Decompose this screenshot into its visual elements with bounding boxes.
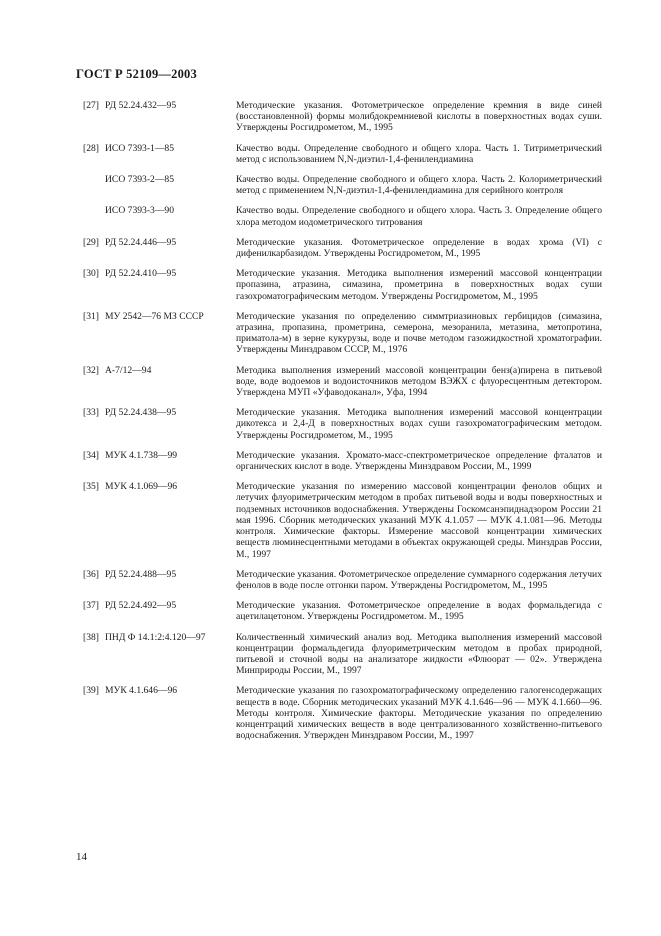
reference-item bbox=[0, 237, 661, 259]
reference-number: [34] bbox=[83, 449, 99, 461]
reference-text: Методические указания. Фотометрическое определение в водах формальдегида с ацетилацетоном. Утверждены Росгидрометом. М., 1995 bbox=[236, 600, 602, 623]
reference-code: РД 52.24.492—95 bbox=[105, 600, 177, 612]
reference-number: [30] bbox=[83, 268, 99, 280]
reference-text: Методические указания. Фотометрическое определение кремния в виде синей (восстановленной) формы молибдокремниевой кислоты в поверхностных водах суши. Утверждены Росгидрометом, М., 1995 bbox=[236, 100, 602, 134]
reference-number: [29] bbox=[83, 236, 99, 248]
reference-item bbox=[0, 685, 661, 741]
reference-text: Методические указания. Фотометрическое определение в водах хрома (VI) с дифенилкарбазидом. Утверждены Росгидрометом, М., 1995 bbox=[236, 236, 602, 260]
reference-code: МУК 4.1.738—99 bbox=[105, 449, 178, 461]
reference-item bbox=[0, 100, 661, 134]
reference-number: [36] bbox=[83, 568, 99, 580]
reference-id bbox=[83, 311, 235, 322]
reference-code: ПНД Ф 14.1:2:4.120—97 bbox=[105, 631, 206, 643]
reference-text: Методические указания по газохроматографическому определению галогенсодержащих веществ в воде. Сборник методических указаний МУК 4.1.646—96 — МУК 4.1.660—96. Методы контроля. Химические факторы. Методические указания по определению концентраций химических веществ в воде централизованного хозяйственно-питьевого водоснабжения. Утвержден Минздравом России, М., 1997 bbox=[236, 685, 602, 742]
reference-code: МУ 2542—76 МЗ СССР bbox=[105, 310, 204, 322]
reference-code: ИСО 7393-2—85 bbox=[105, 174, 175, 186]
reference-id bbox=[83, 569, 235, 580]
document-header: ГОСТ Р 52109—2003 bbox=[76, 67, 197, 81]
reference-id bbox=[83, 685, 235, 696]
reference-id bbox=[83, 632, 235, 643]
reference-item bbox=[0, 174, 661, 196]
reference-number: [31] bbox=[83, 310, 99, 322]
reference-item bbox=[0, 205, 661, 227]
reference-code: МУК 4.1.646—96 bbox=[105, 685, 178, 697]
reference-text: Методические указания. Фотометрическое определение суммарного содержания летучих фенолов в воде после отгонки паром. Утверждены Росгидрометом, М., 1995 bbox=[236, 568, 602, 591]
reference-id bbox=[83, 481, 235, 492]
reference-text: Методические указания по определению симмтриазиновых гербицидов (симазина, атразина, пропазина, прометрина, семерона, мезоранила, метазина, метопротина, приматола-м) в зерне кукурузы, воде и почве методом газожидкостной хроматографии. Утверждены Минздравом СССР, М., 1976 bbox=[236, 310, 602, 356]
reference-number: [27] bbox=[83, 100, 99, 111]
reference-number: [33] bbox=[83, 407, 99, 419]
reference-code: ИСО 7393-3—90 bbox=[105, 205, 175, 217]
reference-item bbox=[0, 481, 661, 559]
reference-id bbox=[83, 143, 235, 154]
reference-text: Качество воды. Определение свободного и общего хлора. Часть 3. Определение общего хлора методом иодометрического титрования bbox=[236, 205, 602, 228]
reference-number: [32] bbox=[83, 364, 99, 376]
reference-text: Качество воды. Определение свободного и общего хлора. Часть 2. Колориметрический метод с применением N,N-диэтил-1,4-фенилендиамина для серийного контроля bbox=[236, 174, 602, 197]
reference-text: Методика выполнения измерений массовой концентрации бенз(а)пирена в питьевой воде, воде водоемов и водоисточников методом ВЭЖХ с флуоресцентным детектором. Утверждена МУП «Уфаводоканал», Уфа, 1994 bbox=[236, 364, 602, 399]
reference-code: РД 52.24.432—95 bbox=[105, 100, 177, 111]
reference-id bbox=[83, 205, 235, 216]
reference-id bbox=[83, 407, 235, 418]
reference-text: Качество воды. Определение свободного и общего хлора. Часть 1. Титриметрический метод с использованием N,N-диэтил-1,4-фенилендиамина bbox=[236, 142, 602, 165]
reference-number: [35] bbox=[83, 481, 99, 493]
reference-id bbox=[83, 237, 235, 248]
reference-text: Методические указания. Методика выполнения измерений массовой концентрации пропазина, атразина, симазина, прометрина в поверхностных водах суши газохроматографическим методом. Утверждены Росгидрометом, М., 1995 bbox=[236, 268, 602, 302]
references-list bbox=[0, 100, 661, 750]
reference-item bbox=[0, 143, 661, 165]
reference-code: РД 52.24.446—95 bbox=[105, 236, 177, 248]
reference-item bbox=[0, 632, 661, 677]
reference-item bbox=[0, 600, 661, 622]
reference-number: [37] bbox=[83, 600, 99, 612]
reference-code: РД 52.24.438—95 bbox=[105, 407, 177, 419]
reference-id bbox=[83, 450, 235, 461]
reference-text: Методические указания. Хромато-масс-спектрометрическое определение фталатов и органических кислот в воде. Утверждены Минздравом России, М., 1999 bbox=[236, 449, 602, 473]
reference-number: [28] bbox=[83, 142, 99, 154]
reference-id bbox=[83, 600, 235, 611]
reference-code: А-7/12—94 bbox=[105, 364, 152, 376]
reference-item bbox=[0, 365, 661, 399]
reference-id bbox=[83, 174, 235, 185]
reference-text: Количественный химический анализ вод. Методика выполнения измерений массовой концентрации формальдегида флуориметрическим методом в пробах природной, питьевой и сточной воды на анализаторе жидкости «Флюорат — 02». Утверждена Минприроды России, М., 1997 bbox=[236, 631, 602, 677]
reference-number: [39] bbox=[83, 685, 99, 697]
reference-id bbox=[83, 268, 235, 279]
reference-id bbox=[83, 100, 235, 111]
reference-code: РД 52.24.410—95 bbox=[105, 268, 177, 280]
reference-number: [38] bbox=[83, 631, 99, 643]
reference-item bbox=[0, 268, 661, 302]
reference-id bbox=[83, 365, 235, 376]
reference-code: МУК 4.1.069—96 bbox=[105, 481, 178, 493]
reference-code: РД 52.24.488—95 bbox=[105, 568, 177, 580]
reference-code: ИСО 7393-1—85 bbox=[105, 142, 175, 154]
reference-text: Методические указания. Методика выполнения измерений массовой концентрации дикотекса и 2,4-Д в поверхностных водах суши газохроматографическим методом. Утверждены Росгидрометом, М., 1995 bbox=[236, 407, 602, 441]
reference-text: Методические указания по измерению массовой концентрации фенолов общих и летучих флуориметрическим методом в пробах питьевой воды и воды поверхностных и подземных источников водоснабжения. Утверждены Госкомсанэпиднадзором России 21 мая 1996. Сборник методических указаний МУК 4.1.057 — МУК 4.1.081—96. Методы контроля. Химические факторы. Измерение массовой концентрации химических веществ люминесцентными методами в объектах окружающей среды. Минздрав России, М., 1997 bbox=[236, 481, 602, 560]
reference-item bbox=[0, 569, 661, 591]
reference-item bbox=[0, 450, 661, 472]
reference-item bbox=[0, 311, 661, 356]
reference-item bbox=[0, 407, 661, 441]
page-number: 14 bbox=[76, 851, 87, 863]
